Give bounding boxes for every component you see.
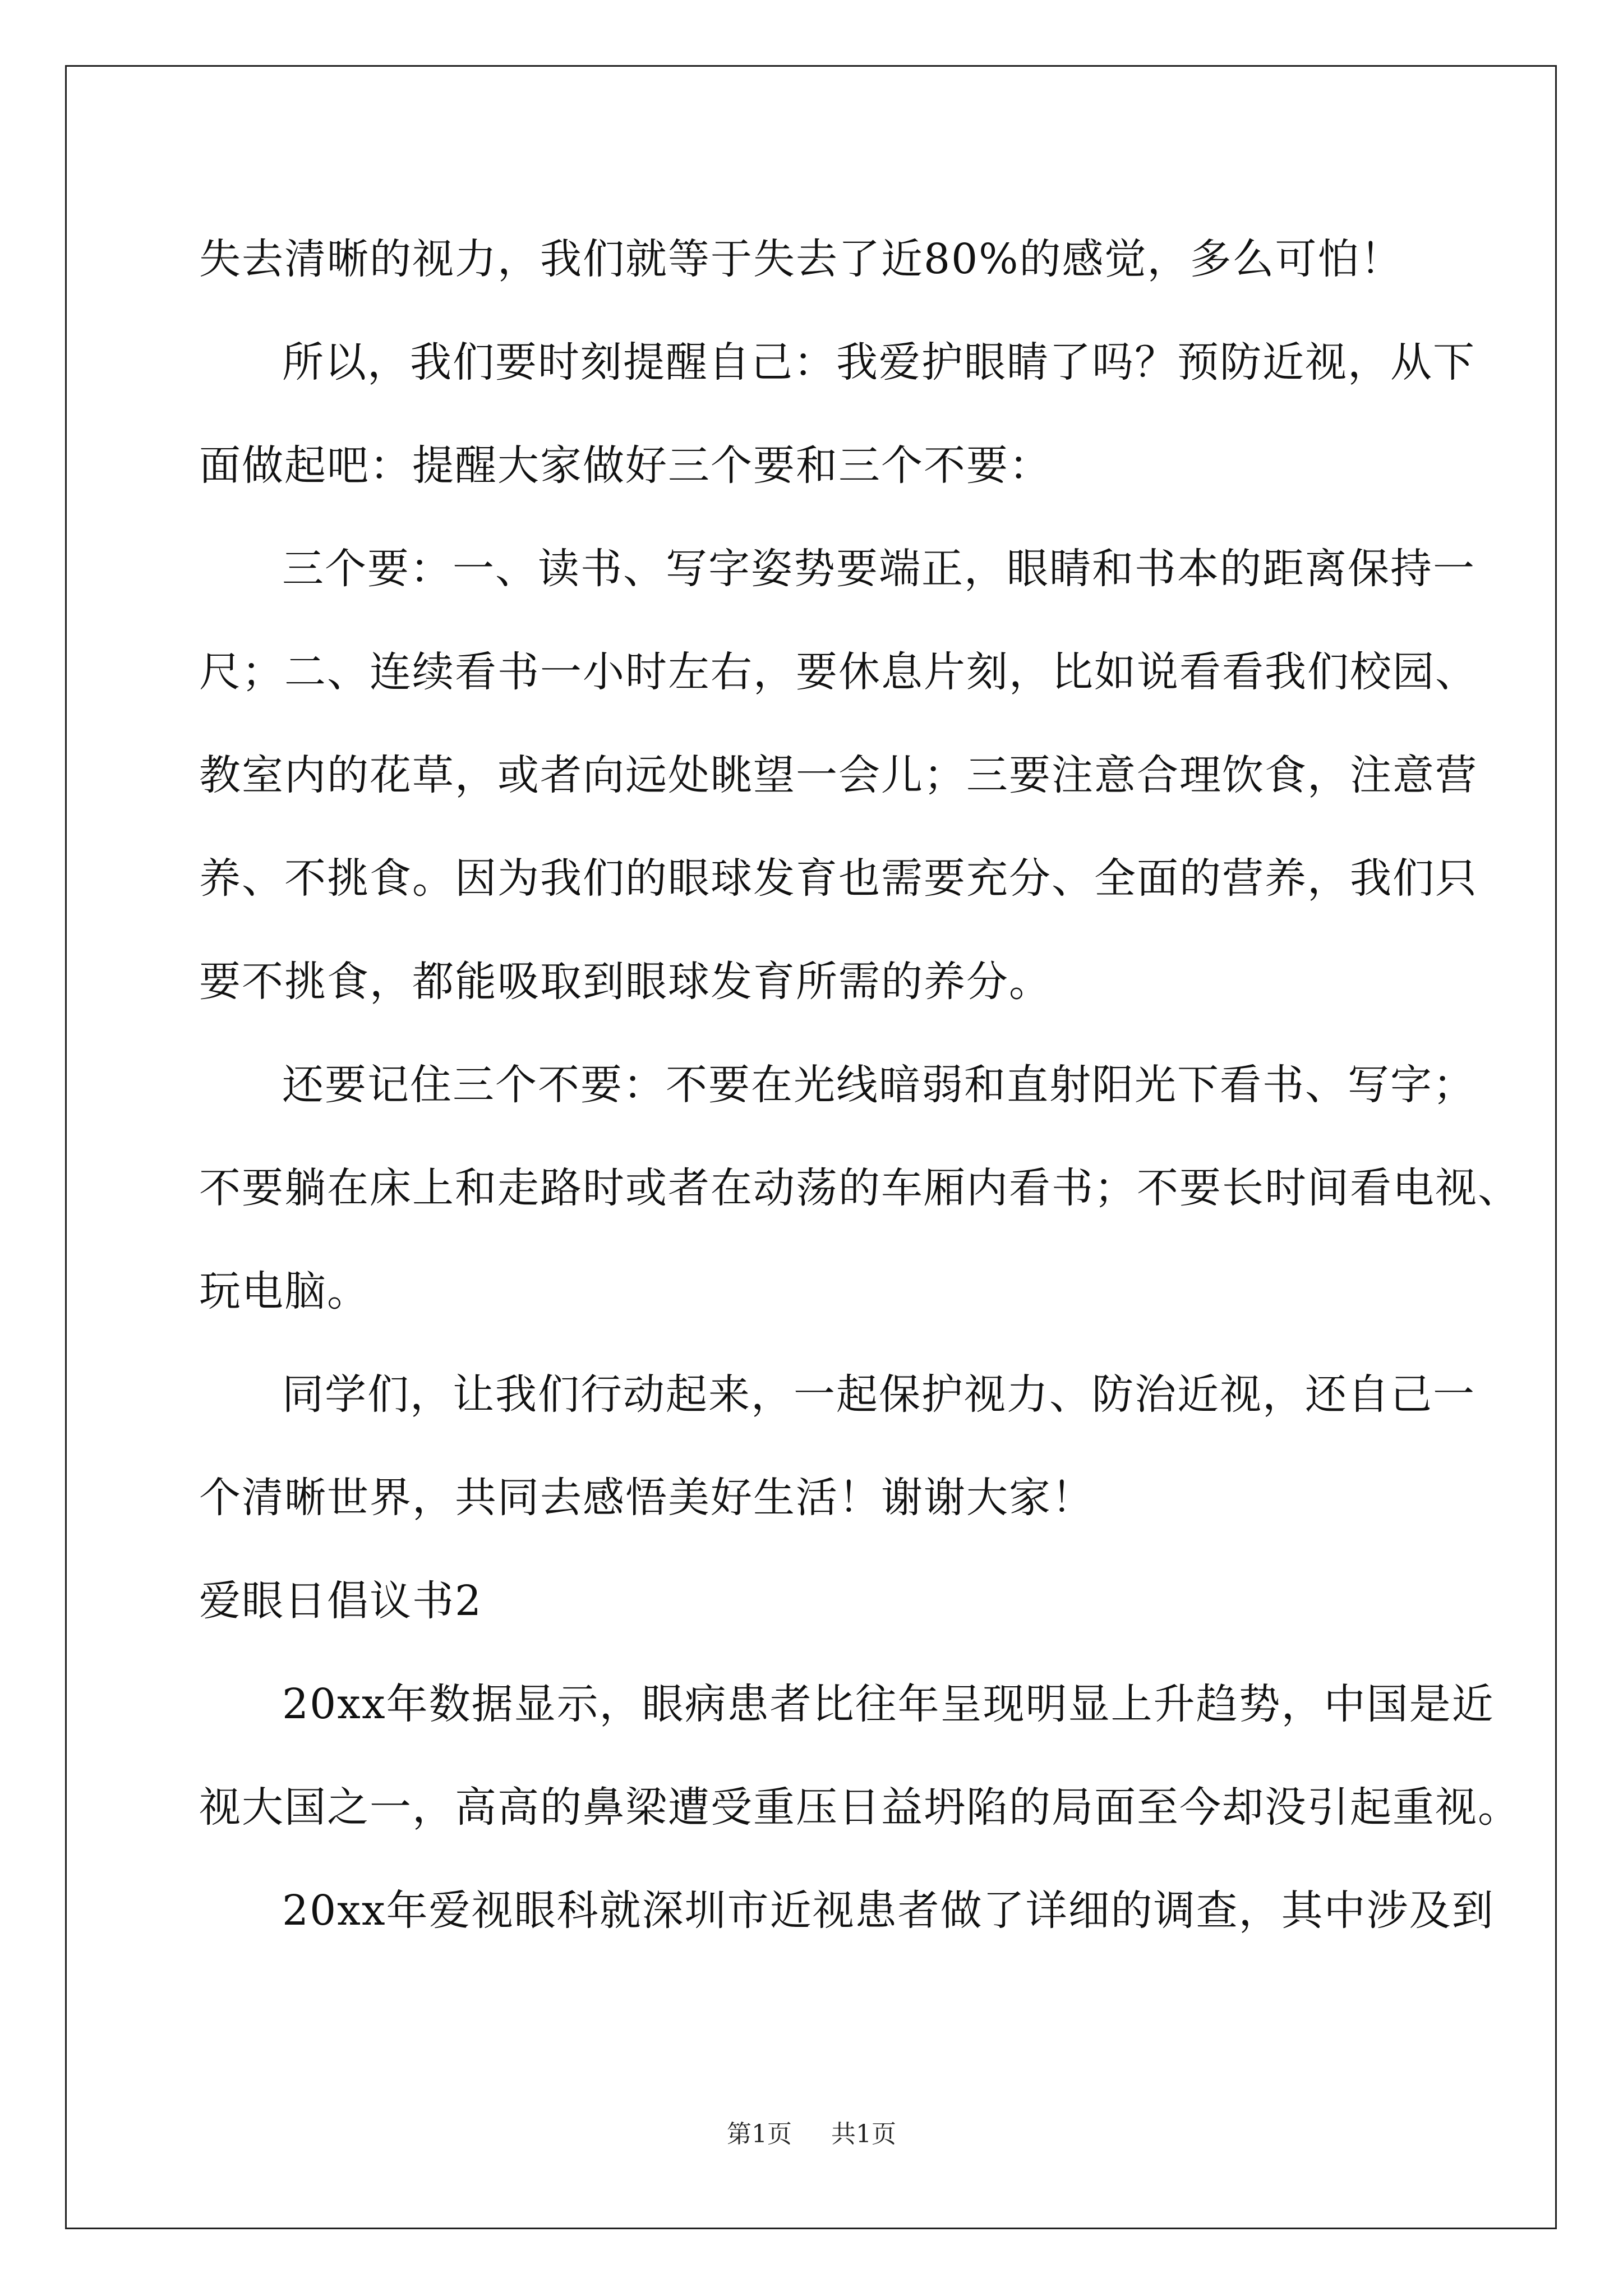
paragraph-line: 要不挑食，都能吸取到眼球发育所需的养分。 bbox=[199, 958, 1052, 1006]
paragraph-line: 教室内的花草，或者向远处眺望一会儿；三要注意合理饮食，注意营 bbox=[199, 751, 1478, 799]
paragraph-line: 视大国之一，高高的鼻梁遭受重压日益坍陷的局面至今却没引起重视。 bbox=[199, 1783, 1520, 1832]
page-total: 共1页 bbox=[831, 2120, 896, 2148]
paragraph-line: 三个要：一、读书、写字姿势要端正，眼睛和书本的距离保持一 bbox=[282, 545, 1476, 593]
paragraph-line: 20xx年数据显示，眼病患者比往年呈现明显上升趋势，中国是近 bbox=[282, 1680, 1495, 1728]
paragraph-line: 20xx年爱视眼科就深圳市近视患者做了详细的调查，其中涉及到 bbox=[282, 1887, 1495, 1935]
paragraph-line: 还要记住三个不要：不要在光线暗弱和直射阳光下看书、写字； bbox=[282, 1061, 1476, 1109]
paragraph-line: 养、不挑食。因为我们的眼球发育也需要充分、全面的营养，我们只 bbox=[199, 854, 1478, 903]
paragraph-line: 面做起吧：提醒大家做好三个要和三个不要： bbox=[199, 441, 1052, 490]
document-body bbox=[199, 208, 1520, 1962]
paragraph-line: 尺；二、连续看书一小时左右，要休息片刻，比如说看看我们校园、 bbox=[199, 648, 1478, 696]
paragraph-line: 玩电脑。 bbox=[199, 1267, 370, 1315]
paragraph-line: 同学们，让我们行动起来，一起保护视力、防治近视，还自己一 bbox=[282, 1370, 1476, 1419]
paragraph-line: 失去清晰的视力，我们就等于失去了近80%的感觉，多么可怕！ bbox=[199, 235, 1403, 283]
paragraph-line: 所以，我们要时刻提醒自己：我爱护眼睛了吗？预防近视，从下 bbox=[282, 338, 1476, 386]
section-heading: 爱眼日倡议书2 bbox=[199, 1577, 483, 1625]
paragraph-line: 不要躺在床上和走路时或者在动荡的车厢内看书；不要长时间看电视、 bbox=[199, 1164, 1520, 1212]
paragraph-line: 个清晰世界，共同去感悟美好生活！谢谢大家！ bbox=[199, 1474, 1094, 1522]
page-footer bbox=[0, 2118, 1623, 2151]
page-number: 第1页 bbox=[727, 2120, 792, 2148]
